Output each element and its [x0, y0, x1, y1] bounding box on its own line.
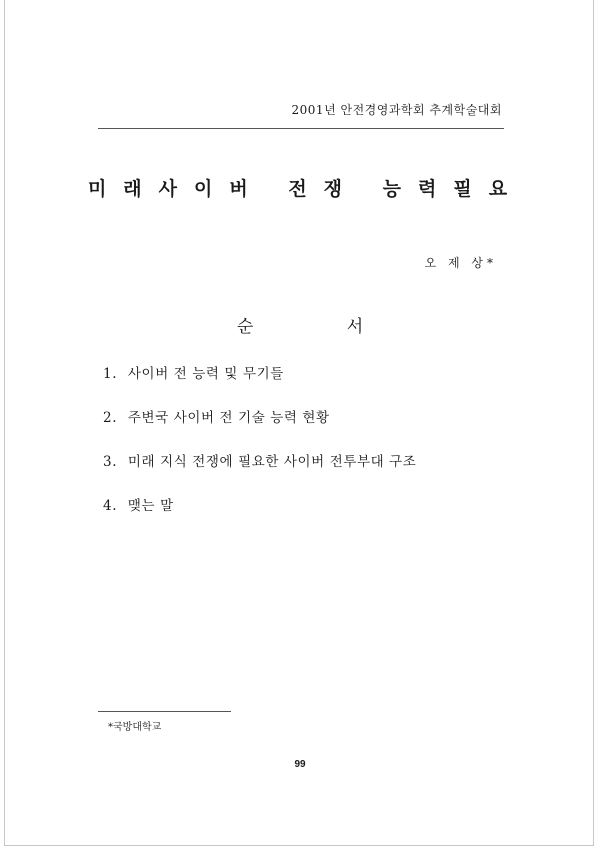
toc-item: [103, 362, 416, 406]
toc-item-number: 1.: [103, 366, 118, 382]
header-rule: [98, 128, 504, 129]
page-number: 99: [294, 759, 306, 770]
toc-item: [103, 406, 416, 450]
footnote-rule: [98, 711, 231, 712]
toc-list: [103, 362, 416, 538]
toc-item-text: 주변국 사이버 전 기술 능력 현황: [127, 410, 330, 426]
toc-item-text: 맺는 말: [127, 498, 174, 514]
footnote-affiliation: *국방대학교: [108, 722, 162, 733]
conference-header: 2001년 안전경영과학회 추계학술대회: [291, 103, 502, 117]
toc-item-number: 2.: [103, 410, 118, 426]
toc-item: [103, 494, 416, 538]
toc-item: [103, 450, 416, 494]
author-name: 오 제 상*: [424, 256, 497, 270]
toc-item-number: 4.: [103, 498, 118, 514]
paper-title: 미래사이버 전쟁 능력필요: [87, 178, 525, 200]
toc-item-number: 3.: [103, 454, 118, 470]
toc-item-text: 미래 지식 전쟁에 필요한 사이버 전투부대 구조: [127, 454, 417, 470]
toc-item-text: 사이버 전 능력 및 무기들: [127, 366, 284, 382]
toc-heading: 순 서: [236, 317, 408, 337]
